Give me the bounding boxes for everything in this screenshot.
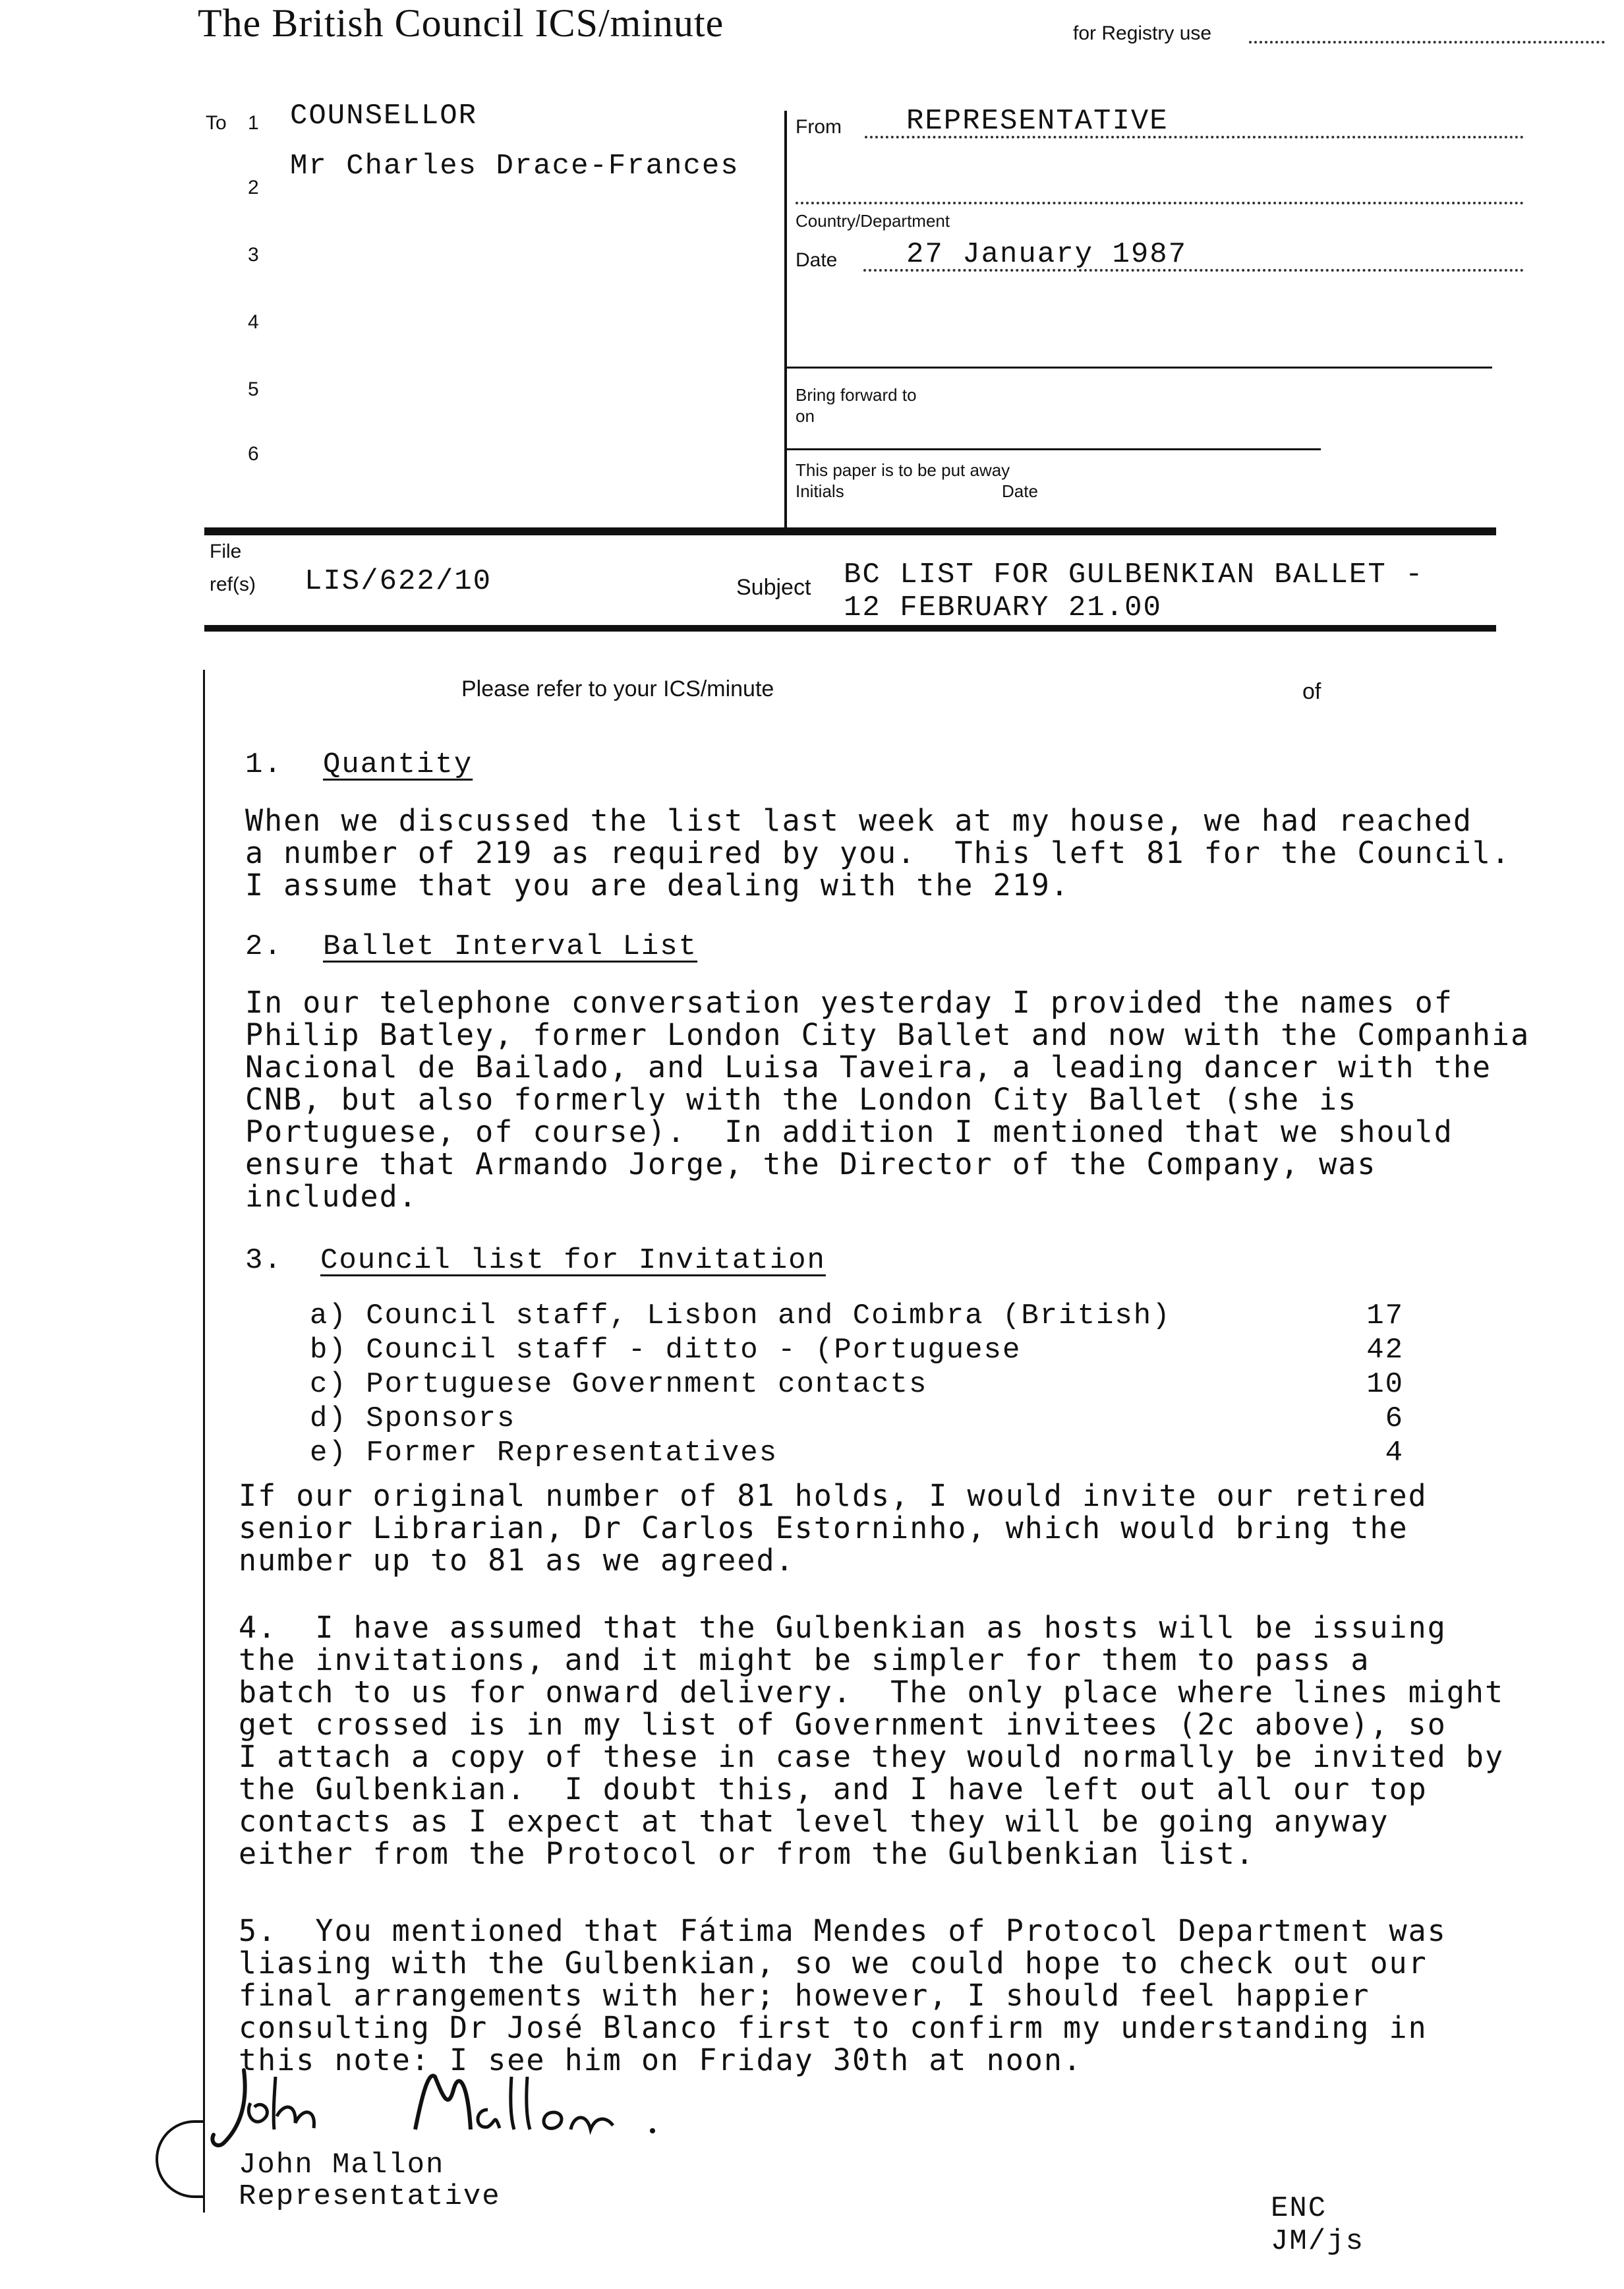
put-away-label: This paper is to be put away [796,460,1010,480]
to-recipient-line-1: COUNSELLOR [290,100,478,133]
to-number-3: 3 [248,244,259,266]
date-value: 27 January 1987 [906,238,1188,271]
list-item-count: 17 [1366,1299,1404,1332]
country-dotted-line [796,202,1524,204]
to-label: To [206,112,227,134]
signatory-title: Representative [239,2180,501,2213]
section-4-body: 4. I have assumed that the Gulbenkian as hosts will be issuing the invitations, and it might be simpler for them to pass a batch to us for onward delivery. The only place where lines might get crossed is in my list of Government invitees (2c above), so I attach a copy of these in case they would normally be invited by the Gulbenkian. I doubt this, and I have left out all our top contacts as I expect at that level they will be going anyway either from the Protocol or from the Gulbenkian list. [239,1610,1505,1871]
list-item-text: e) Former Representatives [310,1437,778,1470]
list-item-text: a) Council staff, Lisbon and Coimbra (British) [310,1299,1171,1332]
list-item [310,1403,1430,1437]
to-number-1: 1 [248,112,259,134]
section-2-number: 2. [245,930,283,963]
list-item-count: 42 [1366,1334,1404,1367]
memo-title: The British Council ICS/minute [198,1,724,45]
to-number-5: 5 [248,378,259,400]
signature-bracket [156,2120,204,2198]
list-item-text: d) Sponsors [310,1402,516,1435]
header-thick-rule-bottom [204,625,1496,632]
enclosure-note: ENC [1271,2192,1327,2225]
header-thick-rule-top [204,527,1496,535]
from-section-rule [787,367,1492,369]
to-number-4: 4 [248,311,259,333]
bring-forward-rule [787,448,1321,450]
section-3-title: Council list for Invitation [320,1244,826,1277]
to-number-6: 6 [248,443,259,465]
handwritten-signature [198,2057,751,2162]
refer-of: of [1302,679,1321,704]
bring-forward-on-label: on [796,406,815,426]
list-item-count: 10 [1366,1368,1404,1401]
section-5-body: 5. You mentioned that Fátima Mendes of Protocol Department was liasing with the Gulbenkian, so we could hope to check out our final arrangements with her; however, I should feel happier consulting Dr José Blanco first to confirm my understanding in this note: I see him on Friday 30th at noon. [239,1913,1447,2077]
refer-text: Please refer to your ICS/minute [461,676,774,701]
list-item [310,1334,1430,1369]
list-item [310,1369,1430,1403]
header-vertical-divider [784,111,787,530]
subject-line-2: 12 FEBRUARY 21.00 [844,591,1162,624]
initials-label: Initials [796,481,844,501]
subject-label: Subject [736,575,811,600]
to-number-2: 2 [248,177,259,198]
country-department-label: Country/Department [796,211,950,231]
section-3-number: 3. [245,1244,283,1277]
file-label-line-1: File [210,541,242,562]
list-item [310,1300,1430,1334]
signatory-name: John Mallon [239,2149,445,2182]
section-3-body: If our original number of 81 holds, I would invite our retired senior Librarian, Dr Carlos Estorninho, which would bring the number up to 81 as we agreed. [239,1478,1428,1578]
section-1-title: Quantity [323,748,473,781]
section-2-title: Ballet Interval List [323,930,698,963]
to-recipient-line-2: Mr Charles Drace-Frances [290,150,740,183]
registry-dotted-line [1249,41,1605,44]
list-item-text: c) Portuguese Government contacts [310,1368,928,1401]
left-margin-line [203,670,205,2213]
section-2-body: In our telephone conversation yesterday I provided the names of Philip Batley, former London City Ballet and now with the Companhia Nacional de Bailado, and Luisa Taveira, a leading dancer with the CNB, but also formerly with the London City Ballet (she is Portuguese, of course). In addition I mentioned that we should ensure that Armando Jorge, the Director of the Company, was included. [245,985,1530,1214]
list-item [310,1437,1430,1472]
from-value: REPRESENTATIVE [906,105,1169,138]
list-item-count: 6 [1385,1402,1404,1435]
registry-label: for Registry use [1073,22,1212,44]
from-label: From [796,116,842,138]
section-1-body: When we discussed the list last week at my house, we had reached a number of 219 as required by you. This left 81 for the Council. I assume that you are dealing with the 219. [245,803,1511,903]
date-label: Date [796,249,838,271]
file-label-line-2: ref(s) [210,574,256,595]
file-reference-value: LIS/622/10 [304,565,492,598]
reference-initials: JM/js [1271,2225,1365,2258]
section-1-number: 1. [245,748,283,781]
subject-line-1: BC LIST FOR GULBENKIAN BALLET - [844,558,1424,591]
list-item-text: b) Council staff - ditto - (Portuguese [310,1334,1022,1367]
invitation-list [310,1300,1430,1472]
put-away-date-label: Date [1002,481,1038,501]
bring-forward-label: Bring forward to [796,385,917,405]
list-item-count: 4 [1385,1437,1404,1470]
